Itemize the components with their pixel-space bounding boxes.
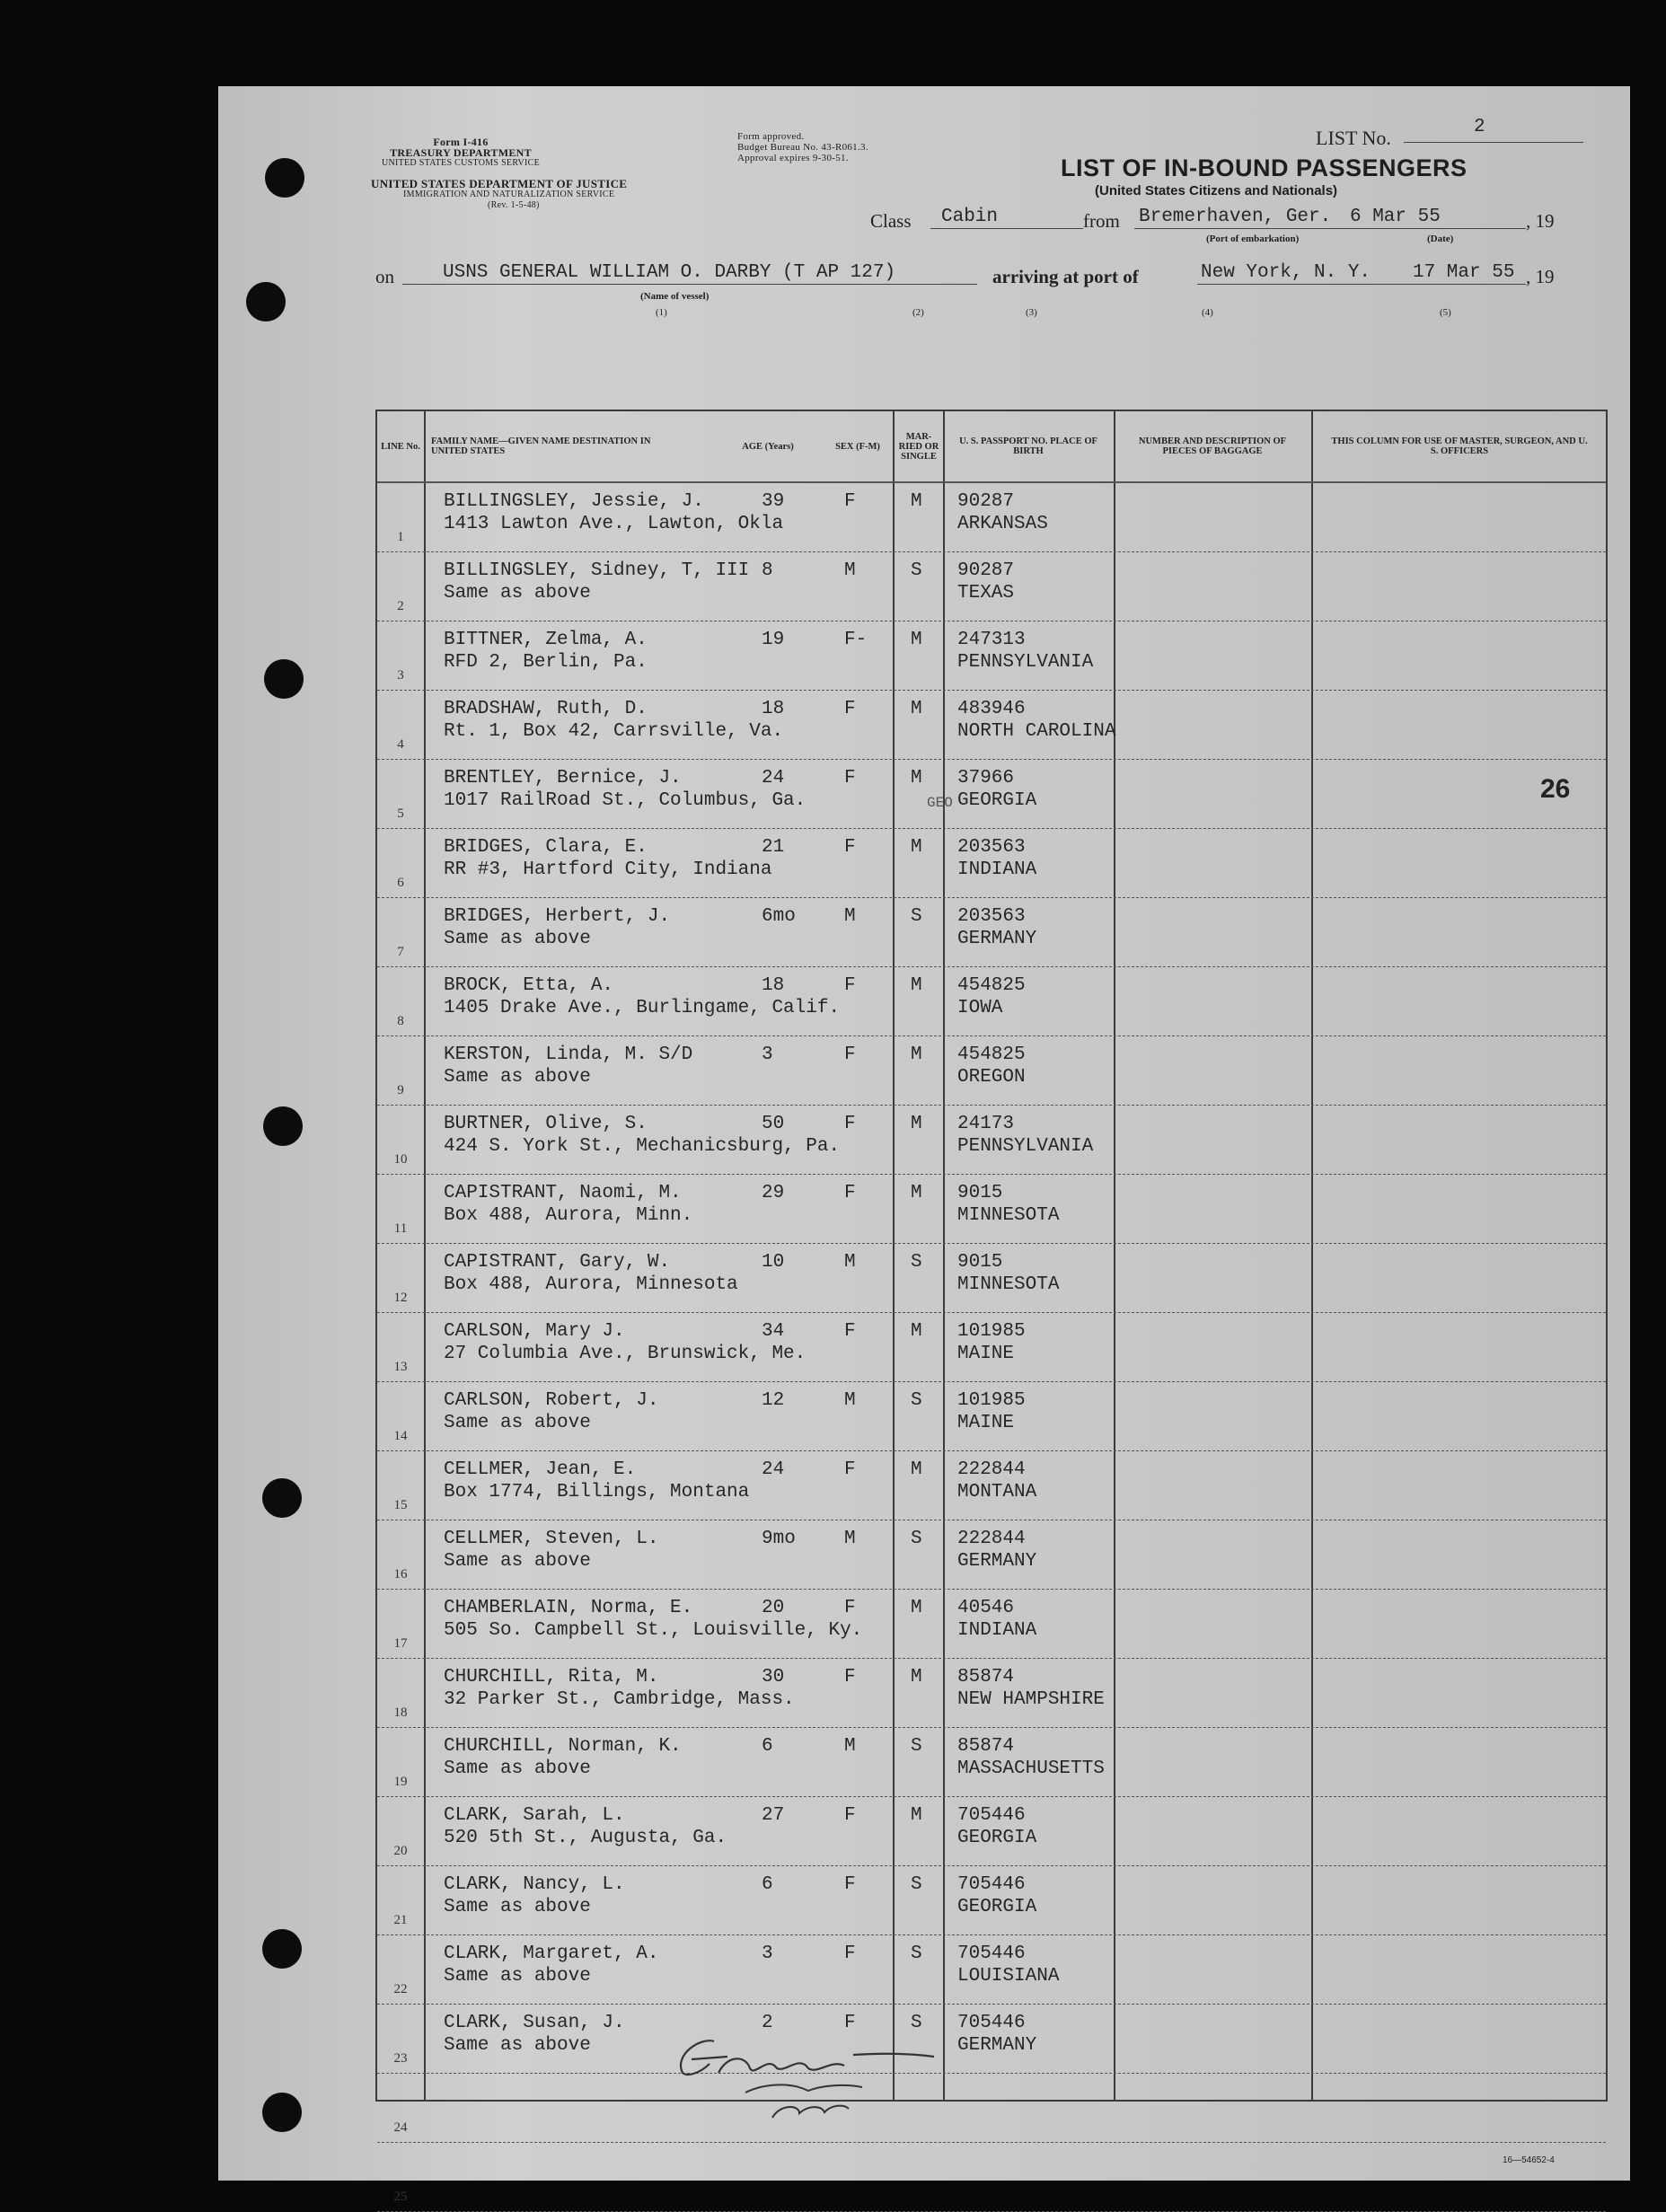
- marital-status: M: [911, 1667, 922, 1688]
- passenger-age: 19: [762, 630, 785, 650]
- table-row: [377, 1382, 1606, 1451]
- from-label: from: [1083, 210, 1120, 232]
- passenger-sex: F-: [844, 630, 868, 650]
- passport-number: 705446: [957, 1943, 1026, 1964]
- table-row: [377, 2005, 1606, 2074]
- passport-number: 222844: [957, 1459, 1026, 1480]
- table-row: [377, 691, 1606, 760]
- year-label-2: , 19: [1526, 266, 1555, 287]
- passenger-age: 20: [762, 1598, 785, 1618]
- table-row: [377, 1106, 1606, 1175]
- passport-number: 705446: [957, 1805, 1026, 1826]
- passenger-sex: F: [844, 699, 856, 719]
- passenger-age: 3: [762, 1943, 773, 1964]
- table-row: [377, 898, 1606, 967]
- marital-status: S: [911, 560, 922, 581]
- col-index-2: (2): [912, 307, 924, 318]
- place-of-birth: NORTH CAROLINA: [957, 721, 1116, 742]
- passenger-destination: Box 488, Aurora, Minn.: [444, 1205, 693, 1226]
- passenger-sex: F: [844, 1459, 856, 1480]
- table-row: [377, 1866, 1606, 1935]
- line-number: 22: [393, 1982, 408, 1996]
- passenger-name: CHAMBERLAIN, Norma, E.: [444, 1598, 693, 1618]
- passport-number: 90287: [957, 491, 1015, 512]
- passenger-sex: M: [844, 1736, 856, 1757]
- table-row: [377, 967, 1606, 1036]
- line-number: 12: [393, 1291, 408, 1305]
- marital-status: M: [911, 1183, 922, 1203]
- place-of-birth: GERMANY: [957, 2035, 1037, 2056]
- passenger-destination: 1413 Lawton Ave., Lawton, Okla: [444, 514, 784, 534]
- passenger-age: 29: [762, 1183, 785, 1203]
- line-number: 20: [393, 1844, 408, 1858]
- manifest-page: [218, 86, 1630, 2204]
- table-row: [377, 1036, 1606, 1106]
- passenger-age: 27: [762, 1805, 785, 1826]
- table-row: [377, 1244, 1606, 1313]
- embark-port: Bremerhaven, Ger.: [1139, 207, 1332, 227]
- passenger-destination: 27 Columbia Ave., Brunswick, Me.: [444, 1344, 807, 1364]
- line-number: 23: [393, 2051, 408, 2066]
- passport-number: 85874: [957, 1736, 1015, 1757]
- place-of-birth: MASSACHUSETTS: [957, 1758, 1105, 1779]
- passenger-sex: F: [844, 491, 856, 512]
- passenger-name: CLARK, Susan, J.: [444, 2013, 625, 2033]
- punch-hole: [246, 282, 286, 322]
- passport-number: 24173: [957, 1114, 1015, 1134]
- passenger-sex: F: [844, 2013, 856, 2033]
- marital-status: M: [911, 1321, 922, 1342]
- marital-status: S: [911, 1252, 922, 1273]
- form-approved: Form approved.: [737, 131, 805, 142]
- passenger-age: 6mo: [762, 906, 796, 927]
- line-number: 9: [397, 1083, 404, 1097]
- date-caption: (Date): [1427, 234, 1454, 244]
- table-row: [377, 1728, 1606, 1797]
- place-of-birth: PENNSYLVANIA: [957, 652, 1094, 673]
- budget-bureau: Budget Bureau No. 43-R061.3.: [737, 142, 868, 153]
- passenger-name: CARLSON, Robert, J.: [444, 1390, 659, 1411]
- place-of-birth: MONTANA: [957, 1482, 1037, 1503]
- marital-status: M: [911, 1598, 922, 1618]
- passport-number: 9015: [957, 1252, 1003, 1273]
- table-row: [377, 2143, 1606, 2212]
- passenger-destination: RR #3, Hartford City, Indiana: [444, 859, 772, 880]
- passenger-destination: Same as above: [444, 1413, 591, 1433]
- line-number: 16: [393, 1567, 408, 1582]
- on-label: on: [375, 266, 394, 287]
- passport-number: 9015: [957, 1183, 1003, 1203]
- place-of-birth: MINNESOTA: [957, 1274, 1060, 1295]
- line-number: 13: [393, 1360, 408, 1374]
- passenger-name: BITTNER, Zelma, A.: [444, 630, 648, 650]
- place-of-birth: MAINE: [957, 1413, 1015, 1433]
- table-row: [377, 1520, 1606, 1590]
- passport-number: 705446: [957, 1874, 1026, 1895]
- marital-status: S: [911, 1736, 922, 1757]
- passenger-age: 24: [762, 1459, 785, 1480]
- line-number: 3: [397, 668, 404, 683]
- passenger-name: CLARK, Nancy, L.: [444, 1874, 625, 1895]
- line-number: 4: [397, 737, 404, 752]
- marital-status: M: [911, 491, 922, 512]
- passenger-name: CLARK, Margaret, A.: [444, 1943, 659, 1964]
- officer-signature: [665, 2019, 952, 2127]
- passenger-sex: F: [844, 837, 856, 858]
- marital-status: S: [911, 1874, 922, 1895]
- from-line: [1134, 228, 1526, 229]
- place-of-birth: GEORGIA: [957, 1897, 1037, 1917]
- table-row: [377, 1313, 1606, 1382]
- form-number: Form I-416: [433, 136, 489, 148]
- line-number: 6: [397, 876, 404, 890]
- table-row: [377, 1935, 1606, 2005]
- punch-hole: [262, 2093, 302, 2132]
- list-no-label: LIST No.: [1316, 127, 1391, 149]
- table-row: [377, 1659, 1606, 1728]
- passport-number: 203563: [957, 837, 1026, 858]
- passport-number: 705446: [957, 2013, 1026, 2033]
- footer-code: 16—54652-4: [1503, 2155, 1555, 2165]
- table-row: [377, 621, 1606, 691]
- passenger-name: CELLMER, Jean, E.: [444, 1459, 637, 1480]
- vessel-name: USNS GENERAL WILLIAM O. DARBY (T AP 127): [443, 262, 896, 283]
- passenger-destination: Same as above: [444, 1067, 591, 1088]
- passenger-name: CHURCHILL, Norman, K.: [444, 1736, 682, 1757]
- passport-number: 483946: [957, 699, 1026, 719]
- passenger-destination: Box 1774, Billings, Montana: [444, 1482, 750, 1503]
- passenger-destination: 424 S. York St., Mechanicsburg, Pa.: [444, 1136, 841, 1157]
- passenger-age: 18: [762, 975, 785, 996]
- passenger-destination: Same as above: [444, 1897, 591, 1917]
- passport-number: 37966: [957, 768, 1015, 789]
- vessel-caption: (Name of vessel): [640, 291, 710, 302]
- passenger-name: BRIDGES, Clara, E.: [444, 837, 648, 858]
- line-number: 14: [393, 1429, 408, 1443]
- col-index-1: (1): [656, 307, 667, 318]
- class-label: Class: [870, 210, 912, 232]
- passport-number: 222844: [957, 1529, 1026, 1549]
- page-title: LIST OF IN-BOUND PASSENGERS: [1061, 154, 1468, 181]
- passenger-age: 8: [762, 560, 773, 581]
- passenger-age: 50: [762, 1114, 785, 1134]
- vessel-line: [402, 284, 977, 285]
- punch-hole: [262, 1478, 302, 1518]
- line-number: 19: [393, 1775, 408, 1789]
- embark-date: 6 Mar 55: [1350, 207, 1441, 227]
- arrival-port: New York, N. Y.: [1201, 262, 1371, 283]
- passenger-name: KERSTON, Linda, M. S/D: [444, 1044, 693, 1065]
- col-header-name: FAMILY NAME—GIVEN NAME DESTINATION IN UNITED STATES: [431, 436, 651, 456]
- punch-hole: [264, 659, 304, 699]
- col-header-passport: U. S. PASSPORT NO. PLACE OF BIRTH: [959, 436, 1097, 456]
- line-number: 15: [393, 1498, 408, 1512]
- passport-number: 454825: [957, 1044, 1026, 1065]
- justice-block: [371, 179, 739, 211]
- line-number: 7: [397, 945, 404, 959]
- punch-hole: [262, 1929, 302, 1969]
- passenger-name: BRIDGES, Herbert, J.: [444, 906, 671, 927]
- arriving-label: arriving at port of: [992, 266, 1139, 287]
- marital-status: M: [911, 837, 922, 858]
- line-number: 5: [397, 806, 404, 821]
- place-of-birth: GERMANY: [957, 929, 1037, 949]
- place-of-birth: GEORGIA: [957, 1828, 1037, 1848]
- passenger-age: 24: [762, 768, 785, 789]
- passenger-sex: F: [844, 1598, 856, 1618]
- passenger-name: CHURCHILL, Rita, M.: [444, 1667, 659, 1688]
- passenger-age: 3: [762, 1044, 773, 1065]
- passenger-destination: Same as above: [444, 1758, 591, 1779]
- passenger-destination: 1405 Drake Ave., Burlingame, Calif.: [444, 998, 841, 1018]
- table-row: [377, 1797, 1606, 1866]
- table-row: [377, 2074, 1606, 2143]
- passenger-destination: Same as above: [444, 2035, 591, 2056]
- col-index-3: (3): [1026, 307, 1037, 318]
- place-of-birth: INDIANA: [957, 859, 1037, 880]
- place-of-birth: NEW HAMPSHIRE: [957, 1689, 1105, 1710]
- marital-status: S: [911, 2013, 922, 2033]
- passenger-destination: 520 5th St., Augusta, Ga.: [444, 1828, 727, 1848]
- place-of-birth: INDIANA: [957, 1620, 1037, 1641]
- passport-number: 203563: [957, 906, 1026, 927]
- marital-status: M: [911, 1805, 922, 1826]
- passenger-age: 34: [762, 1321, 785, 1342]
- passport-number: 40546: [957, 1598, 1015, 1618]
- place-of-birth: GEORGIA: [957, 790, 1037, 811]
- passport-number: 247313: [957, 630, 1026, 650]
- passenger-age: 21: [762, 837, 785, 858]
- passenger-sex: F: [844, 1874, 856, 1895]
- passenger-destination: 1017 RailRoad St., Columbus, Ga.: [444, 790, 807, 811]
- col-index-4: (4): [1202, 307, 1213, 318]
- passenger-destination: Box 488, Aurora, Minnesota: [444, 1274, 738, 1295]
- justice-dept: UNITED STATES DEPARTMENT OF JUSTICE: [371, 177, 628, 190]
- passenger-age: 39: [762, 491, 785, 512]
- passenger-sex: M: [844, 906, 856, 927]
- page-subtitle: (United States Citizens and Nationals): [1095, 183, 1338, 198]
- line-number: 25: [393, 2190, 408, 2204]
- passenger-name: BROCK, Etta, A.: [444, 975, 614, 996]
- passenger-age: 9mo: [762, 1529, 796, 1549]
- passenger-destination: Same as above: [444, 583, 591, 604]
- list-no-line: [1404, 142, 1583, 143]
- passenger-destination: Same as above: [444, 1551, 591, 1572]
- passenger-name: BURTNER, Olive, S.: [444, 1114, 648, 1134]
- passenger-name: BRADSHAW, Ruth, D.: [444, 699, 648, 719]
- place-of-birth: LOUISIANA: [957, 1966, 1060, 1987]
- passenger-sex: M: [844, 560, 856, 581]
- col-header-officers: THIS COLUMN FOR USE OF MASTER, SURGEON, AND U. S. OFFICERS: [1331, 436, 1588, 456]
- year-label: , 19: [1526, 210, 1555, 232]
- passenger-sex: M: [844, 1529, 856, 1549]
- marital-status: M: [911, 630, 922, 650]
- line-number: 17: [393, 1636, 408, 1651]
- line-number: 8: [397, 1014, 404, 1028]
- marital-status: S: [911, 1943, 922, 1964]
- col-index-5: (5): [1440, 307, 1451, 318]
- table-row: [377, 1175, 1606, 1244]
- place-of-birth: GERMANY: [957, 1551, 1037, 1572]
- treasury-dept: TREASURY DEPARTMENT: [390, 146, 532, 159]
- place-of-birth: OREGON: [957, 1067, 1026, 1088]
- marital-status: M: [911, 1114, 922, 1134]
- class-line: [930, 228, 1083, 229]
- passenger-sex: F: [844, 1183, 856, 1203]
- passport-number: 101985: [957, 1321, 1026, 1342]
- arrival-line: [1197, 284, 1526, 285]
- passenger-sex: F: [844, 1044, 856, 1065]
- list-no-value: 2: [1474, 117, 1485, 137]
- passport-number: 454825: [957, 975, 1026, 996]
- passport-number: 90287: [957, 560, 1015, 581]
- table-row: [377, 1451, 1606, 1520]
- line-number: 10: [393, 1152, 408, 1167]
- line-number: 24: [393, 2120, 408, 2135]
- marital-status: M: [911, 768, 922, 789]
- passenger-name: CELLMER, Steven, L.: [444, 1529, 659, 1549]
- col-header-married: MAR-RIED OR SINGLE: [898, 431, 939, 462]
- passenger-destination: Rt. 1, Box 42, Carrsville, Va.: [444, 721, 784, 742]
- table-row: [377, 483, 1606, 552]
- table-row: [377, 760, 1606, 829]
- passenger-sex: F: [844, 1805, 856, 1826]
- marital-status: S: [911, 906, 922, 927]
- passenger-name: BRENTLEY, Bernice, J.: [444, 768, 682, 789]
- passenger-name: CARLSON, Mary J.: [444, 1321, 625, 1342]
- marital-status: M: [911, 699, 922, 719]
- passenger-destination: Same as above: [444, 1966, 591, 1987]
- port-embark-caption: (Port of embarkation): [1206, 234, 1300, 244]
- passenger-destination: RFD 2, Berlin, Pa.: [444, 652, 648, 673]
- place-of-birth: TEXAS: [957, 583, 1015, 604]
- table-row: [377, 829, 1606, 898]
- passenger-age: 2: [762, 2013, 773, 2033]
- marital-status: S: [911, 1390, 922, 1411]
- passport-number: 85874: [957, 1667, 1015, 1688]
- marital-status: M: [911, 975, 922, 996]
- form-revision: (Rev. 1-5-48): [488, 200, 540, 210]
- passenger-sex: F: [844, 1114, 856, 1134]
- table-row: [377, 1590, 1606, 1659]
- passenger-sex: M: [844, 1252, 856, 1273]
- passenger-sex: F: [844, 1321, 856, 1342]
- line-number: 18: [393, 1705, 408, 1720]
- officer-mark: 26: [1540, 774, 1571, 804]
- form-header-left: [344, 137, 577, 169]
- col-header-line: LINE No.: [381, 441, 420, 452]
- marital-status: M: [911, 1459, 922, 1480]
- passenger-age: 18: [762, 699, 785, 719]
- passenger-sex: M: [844, 1390, 856, 1411]
- passenger-name: CLARK, Sarah, L.: [444, 1805, 625, 1826]
- arrival-date: 17 Mar 55: [1413, 262, 1515, 283]
- punch-hole: [265, 158, 304, 198]
- passenger-name: BILLINGSLEY, Sidney, T, III: [444, 560, 750, 581]
- passenger-destination: Same as above: [444, 929, 591, 949]
- passenger-sex: F: [844, 1667, 856, 1688]
- passenger-name: CAPISTRANT, Gary, W.: [444, 1252, 671, 1273]
- line-number: 11: [393, 1221, 408, 1236]
- passenger-destination: 505 So. Campbell St., Louisville, Ky.: [444, 1620, 863, 1641]
- col-header-baggage: NUMBER AND DESCRIPTION OF PIECES OF BAGGAGE: [1138, 436, 1287, 456]
- customs-service: UNITED STATES CUSTOMS SERVICE: [381, 158, 541, 168]
- marital-status: M: [911, 1044, 922, 1065]
- passenger-age: 12: [762, 1390, 785, 1411]
- approval-block: [737, 131, 868, 163]
- marital-status: S: [911, 1529, 922, 1549]
- passenger-sex: F: [844, 1943, 856, 1964]
- passenger-age: 6: [762, 1736, 773, 1757]
- table-row: [377, 552, 1606, 621]
- approval-expires: Approval expires 9-30-51.: [737, 153, 849, 163]
- col-header-age: AGE (Years): [742, 441, 794, 452]
- col-header-sex: SEX (F-M): [835, 441, 880, 452]
- ins-service: IMMIGRATION AND NATURALIZATION SERVICE: [403, 189, 615, 199]
- passenger-destination: 32 Parker St., Cambridge, Mass.: [444, 1689, 795, 1710]
- passenger-sex: F: [844, 768, 856, 789]
- passenger-age: 6: [762, 1874, 773, 1895]
- passenger-sex: F: [844, 975, 856, 996]
- class-value: Cabin: [941, 207, 999, 227]
- passenger-age: 30: [762, 1667, 785, 1688]
- passenger-name: BILLINGSLEY, Jessie, J.: [444, 491, 704, 512]
- passport-number: 101985: [957, 1390, 1026, 1411]
- place-of-birth: IOWA: [957, 998, 1003, 1018]
- place-of-birth: ARKANSAS: [957, 514, 1048, 534]
- punch-hole: [263, 1106, 303, 1146]
- line-number: 1: [397, 530, 404, 544]
- line-number: 21: [393, 1913, 408, 1927]
- passenger-name: CAPISTRANT, Naomi, M.: [444, 1183, 682, 1203]
- place-of-birth: PENNSYLVANIA: [957, 1136, 1094, 1157]
- place-of-birth: MINNESOTA: [957, 1205, 1060, 1226]
- place-of-birth: MAINE: [957, 1344, 1015, 1364]
- passenger-age: 10: [762, 1252, 785, 1273]
- ms-overprint: GEO: [927, 795, 953, 811]
- line-number: 2: [397, 599, 404, 613]
